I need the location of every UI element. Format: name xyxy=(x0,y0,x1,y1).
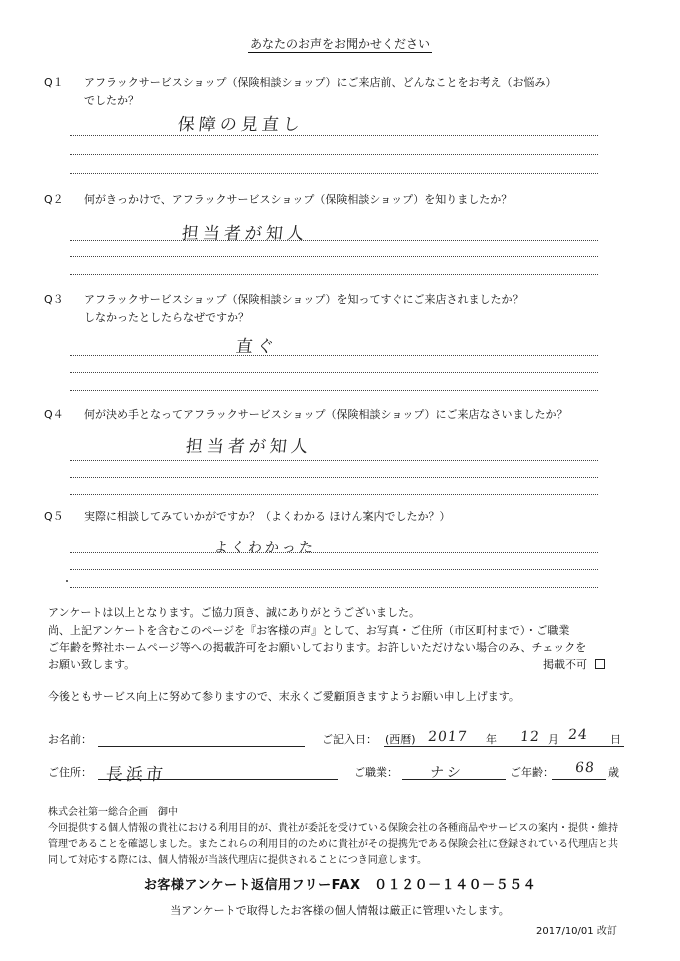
q5-number: Q５ xyxy=(44,510,64,523)
q4-text: 何が決め手となってアフラックサービスショップ（保険相談ショップ）にご来店なさいましたか？ xyxy=(84,408,568,421)
q3-text: アフラックサービスショップ（保険相談ショップ）を知ってすぐにご来店されましたか？ xyxy=(84,293,524,306)
answer-line xyxy=(70,173,598,174)
closing-line-3: ご年齢を弊社ホームページ等への掲載許可をお願いしております。お許しいただけない場合のみ、チェックを xyxy=(48,641,587,654)
privacy-note: 当アンケートで取得したお客様の個人情報は厳正に管理いたします。 xyxy=(170,904,510,917)
q4-number: Q４ xyxy=(44,408,64,421)
answer-line xyxy=(70,372,598,373)
date-label: ご記入日： xyxy=(322,733,377,746)
date-month: 12 xyxy=(519,729,541,745)
job-label: ご職業： xyxy=(354,766,398,779)
age-unit: 歳 xyxy=(608,766,619,779)
age-value: 68 xyxy=(574,760,596,776)
answer-line xyxy=(70,569,598,570)
answer-line xyxy=(70,477,598,478)
answer-line xyxy=(70,587,598,588)
q5-answer: よくわかった xyxy=(213,540,317,556)
date-year: 2017 xyxy=(427,729,469,745)
no-publish-label: 掲載不可 xyxy=(543,658,587,671)
day-label: 日 xyxy=(610,733,621,746)
closing-line-1: アンケートは以上となります。ご協力頂き、誠にありがとうございました。 xyxy=(48,606,421,619)
no-publish-checkbox[interactable] xyxy=(595,659,605,669)
date-day: 24 xyxy=(567,727,589,743)
answer-line xyxy=(70,274,598,275)
q5-text: 実際に相談してみていかがですか？（よくわかる ほけん案内でしたか？） xyxy=(84,510,451,523)
age-label: ご年齢： xyxy=(510,766,554,779)
address-field[interactable] xyxy=(98,779,338,780)
answer-line xyxy=(70,460,598,461)
answer-line xyxy=(70,494,598,495)
job-field[interactable] xyxy=(402,779,506,780)
q2-text: 何がきっかけで、アフラックサービスショップ（保険相談ショップ）を知りましたか？ xyxy=(84,193,513,206)
q2-number: Q２ xyxy=(44,193,64,206)
date-era: (西暦) xyxy=(385,733,416,746)
answer-line xyxy=(70,240,598,241)
address-value: 長浜市 xyxy=(104,765,167,785)
year-label: 年 xyxy=(486,733,497,746)
q4-answer: 担当者が知人 xyxy=(184,437,313,457)
page-title: あなたのお声をお聞かせください xyxy=(249,37,430,51)
privacy-line-1: 今回提供する個人情報の貴社における利用目的が、貴社が委託を受けている保険会社の各種商品やサービスの案内・提供・維持 xyxy=(48,823,618,834)
closing-line-4: お願い致します。 xyxy=(48,658,136,671)
answer-line xyxy=(70,154,598,155)
name-label: お名前： xyxy=(48,733,92,746)
month-label: 月 xyxy=(548,733,559,746)
address-label: ご住所： xyxy=(48,766,92,779)
answer-line xyxy=(70,355,598,356)
answer-line xyxy=(70,135,598,136)
q3-text-2: しなかったとしたらなぜですか？ xyxy=(84,311,249,324)
q3-answer: 直ぐ xyxy=(234,337,279,357)
name-field[interactable] xyxy=(98,746,305,747)
no-publish-option[interactable] xyxy=(543,658,605,672)
free-fax-number: お客様アンケート返信用フリーFAX ０１２０－１４０－５５４ xyxy=(143,878,537,893)
stray-mark xyxy=(66,580,68,582)
privacy-line-3: 同して対応する際には、個人情報が当該代理店に提供されることにつき同意します。 xyxy=(48,855,427,866)
date-field[interactable] xyxy=(384,746,624,747)
q1-answer: 保障の見直し xyxy=(176,115,305,135)
revision-date: 2017/10/01 改訂 xyxy=(536,926,617,937)
job-value: ナシ xyxy=(429,765,465,781)
q1-number: Q１ xyxy=(44,76,64,89)
answer-line xyxy=(70,256,598,257)
q1-text-2: でしたか？ xyxy=(84,94,139,107)
closing-line-5: 今後ともサービス向上に努めて参りますので、末永くご愛顧頂きますようお願い申し上げます。 xyxy=(48,690,520,703)
closing-line-2: 尚、上記アンケートを含むこのページを『お客様の声』として、お写真・ご住所（市区町村まで）・ご職業 xyxy=(48,624,570,637)
privacy-line-2: 管理であることを確認しました。またこれらの利用目的のために貴社がその提携先である保険会社に登録されている代理店と共 xyxy=(48,839,618,850)
q2-answer: 担当者が知人 xyxy=(180,224,309,244)
q3-number: Q３ xyxy=(44,293,64,306)
answer-line xyxy=(70,390,598,391)
q1-text: アフラックサービスショップ（保険相談ショップ）にご来店前、どんなことをお考え（お悩み） xyxy=(84,76,557,89)
answer-line xyxy=(70,552,598,553)
company-name: 株式会社第一総合企画 御中 xyxy=(48,807,178,818)
age-field[interactable] xyxy=(552,779,606,780)
